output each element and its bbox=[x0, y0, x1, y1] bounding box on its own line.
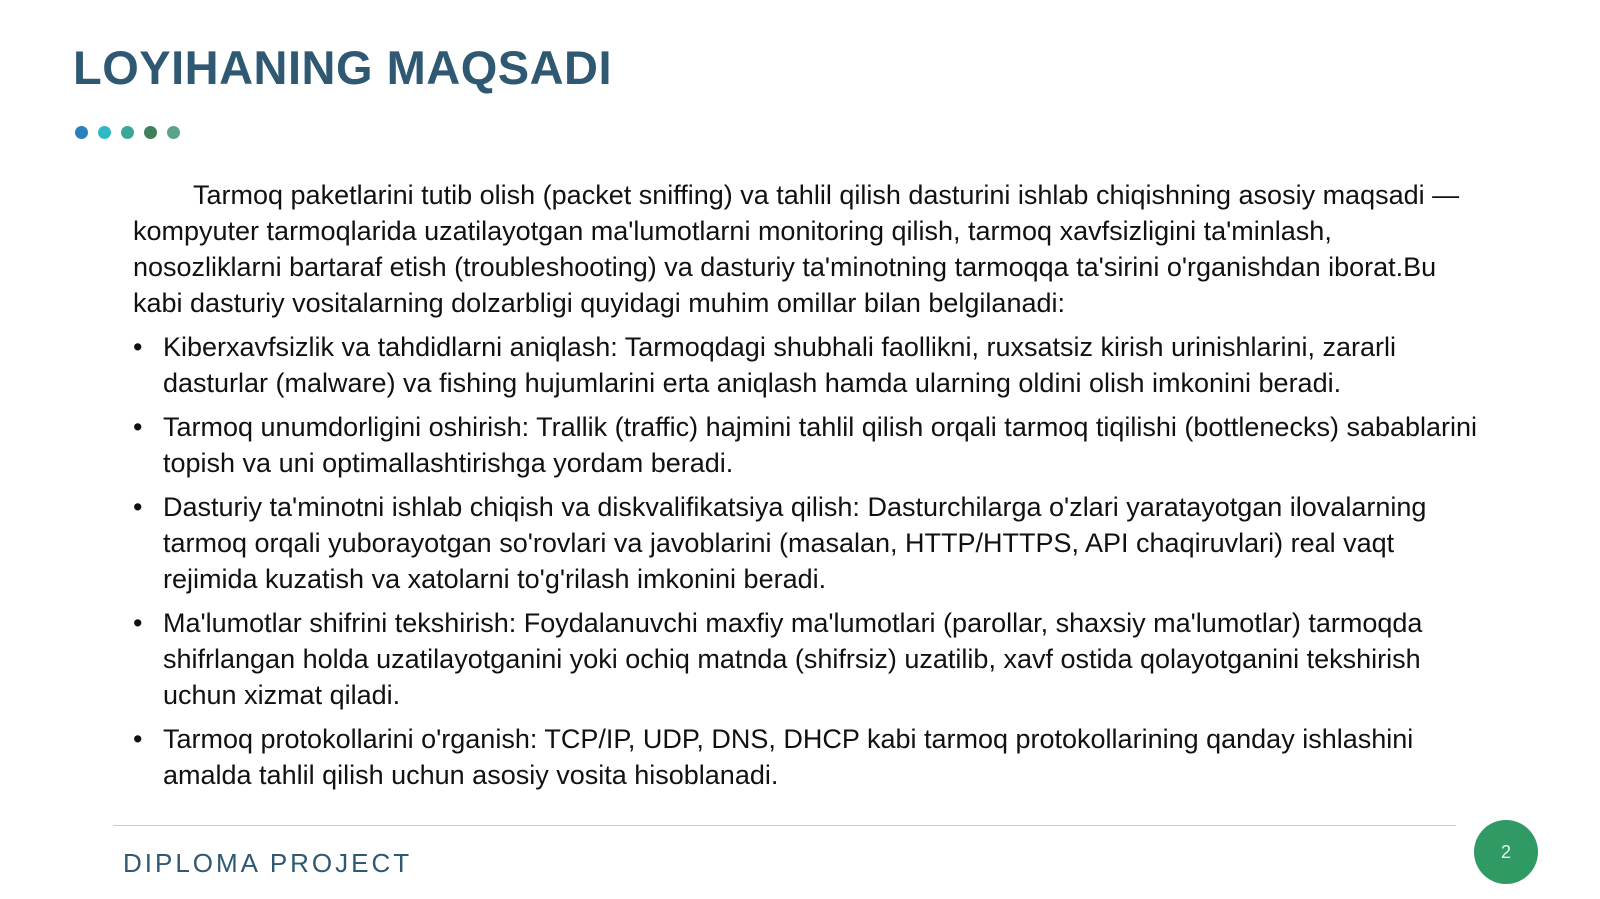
bullet-list bbox=[133, 329, 1483, 793]
decorative-dot bbox=[167, 126, 180, 139]
decorative-dot bbox=[144, 126, 157, 139]
slide-title: LOYIHANING MAQSADI bbox=[73, 41, 613, 94]
bullet-text: Tarmoq protokollarini o'rganish: TCP/IP, UDP, DNS, DHCP kabi tarmoq protokollarining qanday ishlashini amalda tahlil qilish uchun asosiy vosita hisoblanadi. bbox=[163, 724, 1414, 790]
bullet-text: Ma'lumotlar shifrini tekshirish: Foydalanuvchi maxfiy ma'lumotlari (parollar, shaxsiy ma'lumotlar) tarmoqda shifrlangan holda uzatilayotganini yoki ochiq matnda (shifrsiz) uzatilib, xavf ostida qolayotganini tekshirish uchun xizmat qiladi. bbox=[163, 608, 1423, 710]
bullet-item bbox=[133, 409, 1483, 481]
bullet-icon: • bbox=[133, 724, 143, 754]
bullet-icon: • bbox=[133, 332, 143, 362]
page-number: 2 bbox=[1500, 841, 1511, 862]
bullet-icon: • bbox=[133, 608, 143, 638]
bullet-item bbox=[133, 721, 1483, 793]
bullet-text: Kiberxavfsizlik va tahdidlarni aniqlash: Tarmoqdagi shubhali faollikni, ruxsatsiz kirish urinishlarini, zararli dasturlar (malware) va fishing hujumlarini erta aniqlash hamda ularning oldini olish imkonini beradi. bbox=[163, 332, 1397, 398]
intro-paragraph: Tarmoq paketlarini tutib olish (packet sniffing) va tahlil qilish dasturini ishlab chiqishning asosiy maqsadi — kompyuter tarmoqlarida uzatilayotgan ma'lumotlarni monitoring qilish, tarmoq xavfsizligini ta'minlash, nosozliklarni bartaraf etish (troubleshooting) va dasturiy ta'minotning tarmoqqa ta'sirini o'rganishdan iborat.Bu kabi dasturiy vositalarning dolzarbligi quyidagi muhim omillar bilan belgilanadi: bbox=[133, 180, 1460, 318]
footer-divider bbox=[113, 825, 1456, 826]
bullet-item bbox=[133, 489, 1483, 597]
slide-body bbox=[133, 177, 1483, 801]
bullet-item bbox=[133, 329, 1483, 401]
decorative-dot bbox=[121, 126, 134, 139]
bullet-icon: • bbox=[133, 412, 143, 442]
decorative-dot bbox=[98, 126, 111, 139]
footer-label: DIPLOMA PROJECT bbox=[123, 848, 413, 878]
decorative-dot bbox=[75, 126, 88, 139]
bullet-item bbox=[133, 605, 1483, 713]
page-number-badge bbox=[1474, 820, 1538, 884]
bullet-icon: • bbox=[133, 492, 143, 522]
bullet-text: Dasturiy ta'minotni ishlab chiqish va diskvalifikatsiya qilish: Dasturchilarga o'zlari yaratayotgan ilovalarning tarmoq orqali yuborayotgan so'rovlari va javoblarini (masalan, HTTP/HTTPS, API chaqiruvlari) real vaqt rejimida kuzatish va xatolarni to'g'rilash imkonini beradi. bbox=[163, 492, 1427, 594]
decorative-dots bbox=[75, 126, 180, 139]
bullet-text: Tarmoq unumdorligini oshirish: Trallik (traffic) hajmini tahlil qilish orqali tarmoq tiqilishi (bottlenecks) sabablarini topish va uni optimallashtirishga yordam beradi. bbox=[163, 412, 1478, 478]
